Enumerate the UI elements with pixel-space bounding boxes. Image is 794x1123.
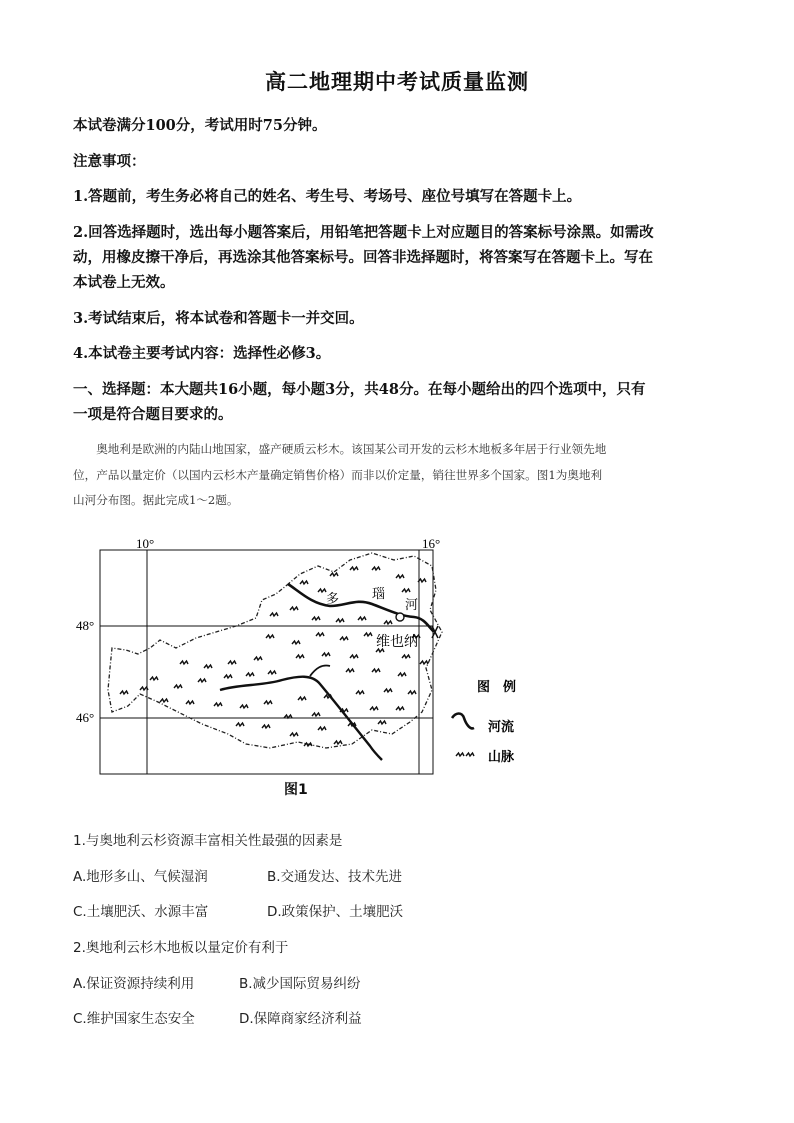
mountain-symbol [160,699,168,702]
legend-mountain-symbol [456,753,464,756]
mountain-symbol [264,701,272,704]
question-2-stem: 2.奥地利云杉木地板以量定价有利于 [73,940,289,956]
mountain-symbol [336,619,344,622]
mountain-symbol [372,669,380,672]
question-2-option-d: D.保障商家经济利益 [239,1011,362,1027]
mountain-symbol [356,691,364,694]
mountain-symbol [372,567,380,570]
mountain-symbol [408,691,416,694]
note-3: 3.考试结束后，将本试卷和答题卡一并交回。 [73,310,364,327]
mountain-symbol [296,655,304,658]
mountain-symbol [270,613,278,616]
page-title: 高二地理期中考试质量监测 [265,69,529,94]
mountain-symbol [150,677,158,680]
mountain-symbol [316,633,324,636]
question-2-option-a: A.保证资源持续利用 [73,976,195,992]
mountain-symbol [240,705,248,708]
austria-map [76,530,538,805]
mountain-symbol [266,635,274,638]
note-4: 4.本试卷主要考试内容：选择性必修3。 [73,345,331,362]
mountain-symbol [384,689,392,692]
question-1-option-c: C.土壤肥沃、水源丰富 [73,904,209,920]
mountain-symbol [312,713,320,716]
lat-label-46: 46° [76,710,95,725]
mountain-symbol [204,665,212,668]
mountain-symbol [350,655,358,658]
mountain-symbol [246,673,254,676]
river-label-char-1: 多 [326,592,340,607]
question-1-stem: 1.与奥地利云杉资源丰富相关性最强的因素是 [73,833,343,849]
mountain-symbol [340,637,348,640]
country-border [108,553,442,748]
mountain-symbol [186,701,194,704]
legend-title: 图 例 [477,680,517,695]
mountain-symbol [402,589,410,592]
mountain-symbol [330,573,338,576]
mountain-symbol [322,653,330,656]
notes-heading: 注意事项： [73,153,146,170]
mountain-symbol [120,691,128,694]
mountain-symbol [420,661,428,664]
river-label-char-3: 河 [405,598,419,613]
mountain-symbol [268,671,276,674]
mountain-symbol [364,633,372,636]
mountain-symbol [378,721,386,724]
mountain-symbol [402,655,410,658]
mountain-symbol [224,675,232,678]
mountain-symbol [346,669,354,672]
legend-mountain-label: 山脉 [488,750,515,765]
question-1-option-d: D.政策保护、土壤肥沃 [267,904,404,920]
passage-line-1: 奥地利是欧洲的内陆山地国家，盛产硬质云杉木。该国某公司开发的云杉木地板多年居于行业领先地 [73,442,607,456]
legend-river-symbol [452,714,474,729]
note-2-line-2: 动，用橡皮擦干净后，再选涂其他答案标号。回答非选择题时，将答案写在答题卡上。写在 [73,249,653,266]
lon-label-10: 10° [136,536,155,551]
question-1-option-a: A.地形多山、气候湿润 [73,869,208,885]
mountain-symbol [358,617,366,620]
river-branch [310,665,330,676]
mountain-symbol [228,661,236,664]
question-1-option-b: B.交通发达、技术先进 [267,869,403,885]
mountain-symbol [334,741,342,744]
mountain-symbol [312,617,320,620]
city-label-vienna: 维也纳 [376,634,418,650]
note-2-line-3: 本试卷上无效。 [73,274,175,291]
mountain-symbol [396,575,404,578]
note-1: 1.答题前，考生务必将自己的姓名、考生号、考场号、座位号填写在答题卡上。 [73,188,582,205]
mountain-symbol [180,661,188,664]
mountain-symbol [254,657,262,660]
mountain-symbol [198,679,206,682]
section-heading-line-1: 一、选择题：本大题共16小题，每小题3分，共48分。在每小题给出的四个选项中，只有 [73,381,646,398]
question-2-option-b: B.减少国际贸易纠纷 [239,976,361,992]
section-heading-line-2: 一项是符合题目要求的。 [73,406,233,423]
mountain-symbol [318,589,326,592]
mountain-symbol [174,685,182,688]
mountain-symbol [298,697,306,700]
passage-line-3: 山河分布图。据此完成1～2题。 [73,493,239,507]
river-label-char-2: 瑙 [372,587,386,602]
lon-label-16: 16° [422,536,441,551]
mountain-symbol [290,733,298,736]
map-frame [100,550,433,774]
note-2-line-1: 2.回答选择题时，选出每小题答案后，用铅笔把答题卡上对应题目的答案标号涂黑。如需改 [73,224,654,241]
mountain-symbol [292,641,300,644]
passage-line-2: 位，产品以量定价（以国内云杉木产量确定销售价格）而非以价定量，销往世界多个国家。图1为奥地利 [73,468,603,482]
lat-label-48: 48° [76,618,95,633]
mountain-symbol [214,703,222,706]
mountain-symbol [262,725,270,728]
mountain-symbol [384,621,392,624]
mountain-symbol [236,723,244,726]
mountain-symbol [350,567,358,570]
figure-caption: 图1 [284,782,308,798]
mountain-symbol [398,673,406,676]
mountain-symbol [396,707,404,710]
mountain-symbol [318,727,326,730]
mountain-symbol [300,581,308,584]
legend-river-label: 河流 [488,720,515,735]
vienna-marker [396,613,404,621]
mountain-symbol [290,607,298,610]
mountain-symbol [370,707,378,710]
intro-text: 本试卷满分100分，考试用时75分钟。 [73,117,327,134]
question-2-option-c: C.维护国家生态安全 [73,1011,195,1027]
